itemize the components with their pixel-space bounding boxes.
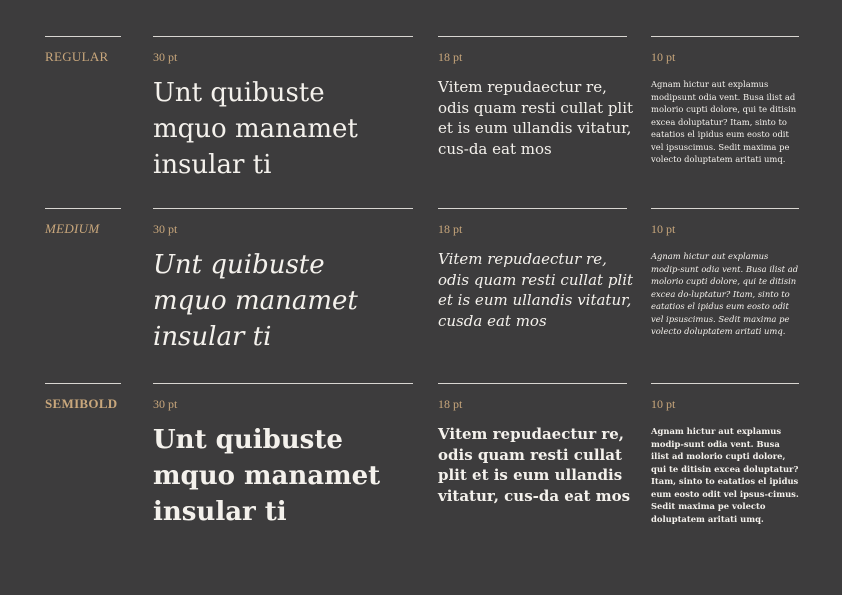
- sample-10pt: Agnam hictur aut explamus modip-sunt odia vent. Busa ilist ad molorio cupti dolore, qui te ditisin excea doluptatur? Itam, sinto to eatatios el ipidus eum eosto odit vel ipsus-cimus. Sedit maxima pe volecto doluptatem aritati umq.: [651, 426, 799, 524]
- size-label-10pt: 10 pt: [651, 222, 676, 236]
- divider: [651, 208, 799, 209]
- size-label-10pt: 10 pt: [651, 397, 676, 411]
- sample-30pt: Unt quibuste mquo manamet insular ti: [153, 425, 381, 527]
- style-label-regular: REGULAR: [45, 49, 109, 64]
- divider: [651, 36, 799, 37]
- divider: [438, 383, 627, 384]
- size-label-30pt: 30 pt: [153, 222, 178, 236]
- sample-10pt: Agnam hictur aut explamus modip-sunt odia vent. Busa ilist ad molorio cupti dolore, qui te ditisin excea do-luptatur? Itam, sinto to eatatios el ipidus eum eosto odit vel ipsuscimus. Sedit maxima pe volecto doluptatem aritati umq.: [651, 251, 799, 336]
- sample-30pt: Unt quibuste mquo manamet insular ti: [153, 78, 358, 180]
- divider: [651, 383, 799, 384]
- style-label-medium: MEDIUM: [45, 221, 100, 236]
- sample-18pt: Vitem repudaectur re, odis quam resti cullat plit et is eum ullandis vitatur, cusda eat mos: [438, 250, 634, 330]
- size-label-30pt: 30 pt: [153, 397, 178, 411]
- sample-10pt: Agnam hictur aut explamus modipsunt odia vent. Busa ilist ad molorio cupti dolore, qui te ditisin excea doluptatur? Itam, sinto to eatatios el ipidus eum eosto odit vel ipsuscimus. Sedit maxima pe volecto doluptatem aritati umq.: [651, 79, 797, 164]
- divider: [438, 36, 627, 37]
- style-label-semibold: SEMIBOLD: [45, 396, 118, 411]
- divider: [438, 208, 627, 209]
- sample-30pt: Unt quibuste mquo manamet insular ti: [153, 250, 358, 352]
- size-label-18pt: 18 pt: [438, 222, 463, 236]
- divider: [45, 36, 121, 37]
- size-label-10pt: 10 pt: [651, 50, 676, 64]
- divider: [153, 208, 413, 209]
- sample-18pt: Vitem repudaectur re, odis quam resti cullat plit et is eum ullandis vitatur, cus-da eat mos: [438, 425, 631, 505]
- size-label-18pt: 18 pt: [438, 397, 463, 411]
- divider: [153, 36, 413, 37]
- sample-18pt: Vitem repudaectur re, odis quam resti cullat plit et is eum ullandis vitatur, cus-da eat mos: [438, 78, 634, 158]
- divider: [45, 383, 121, 384]
- size-label-30pt: 30 pt: [153, 50, 178, 64]
- divider: [153, 383, 413, 384]
- divider: [45, 208, 121, 209]
- size-label-18pt: 18 pt: [438, 50, 463, 64]
